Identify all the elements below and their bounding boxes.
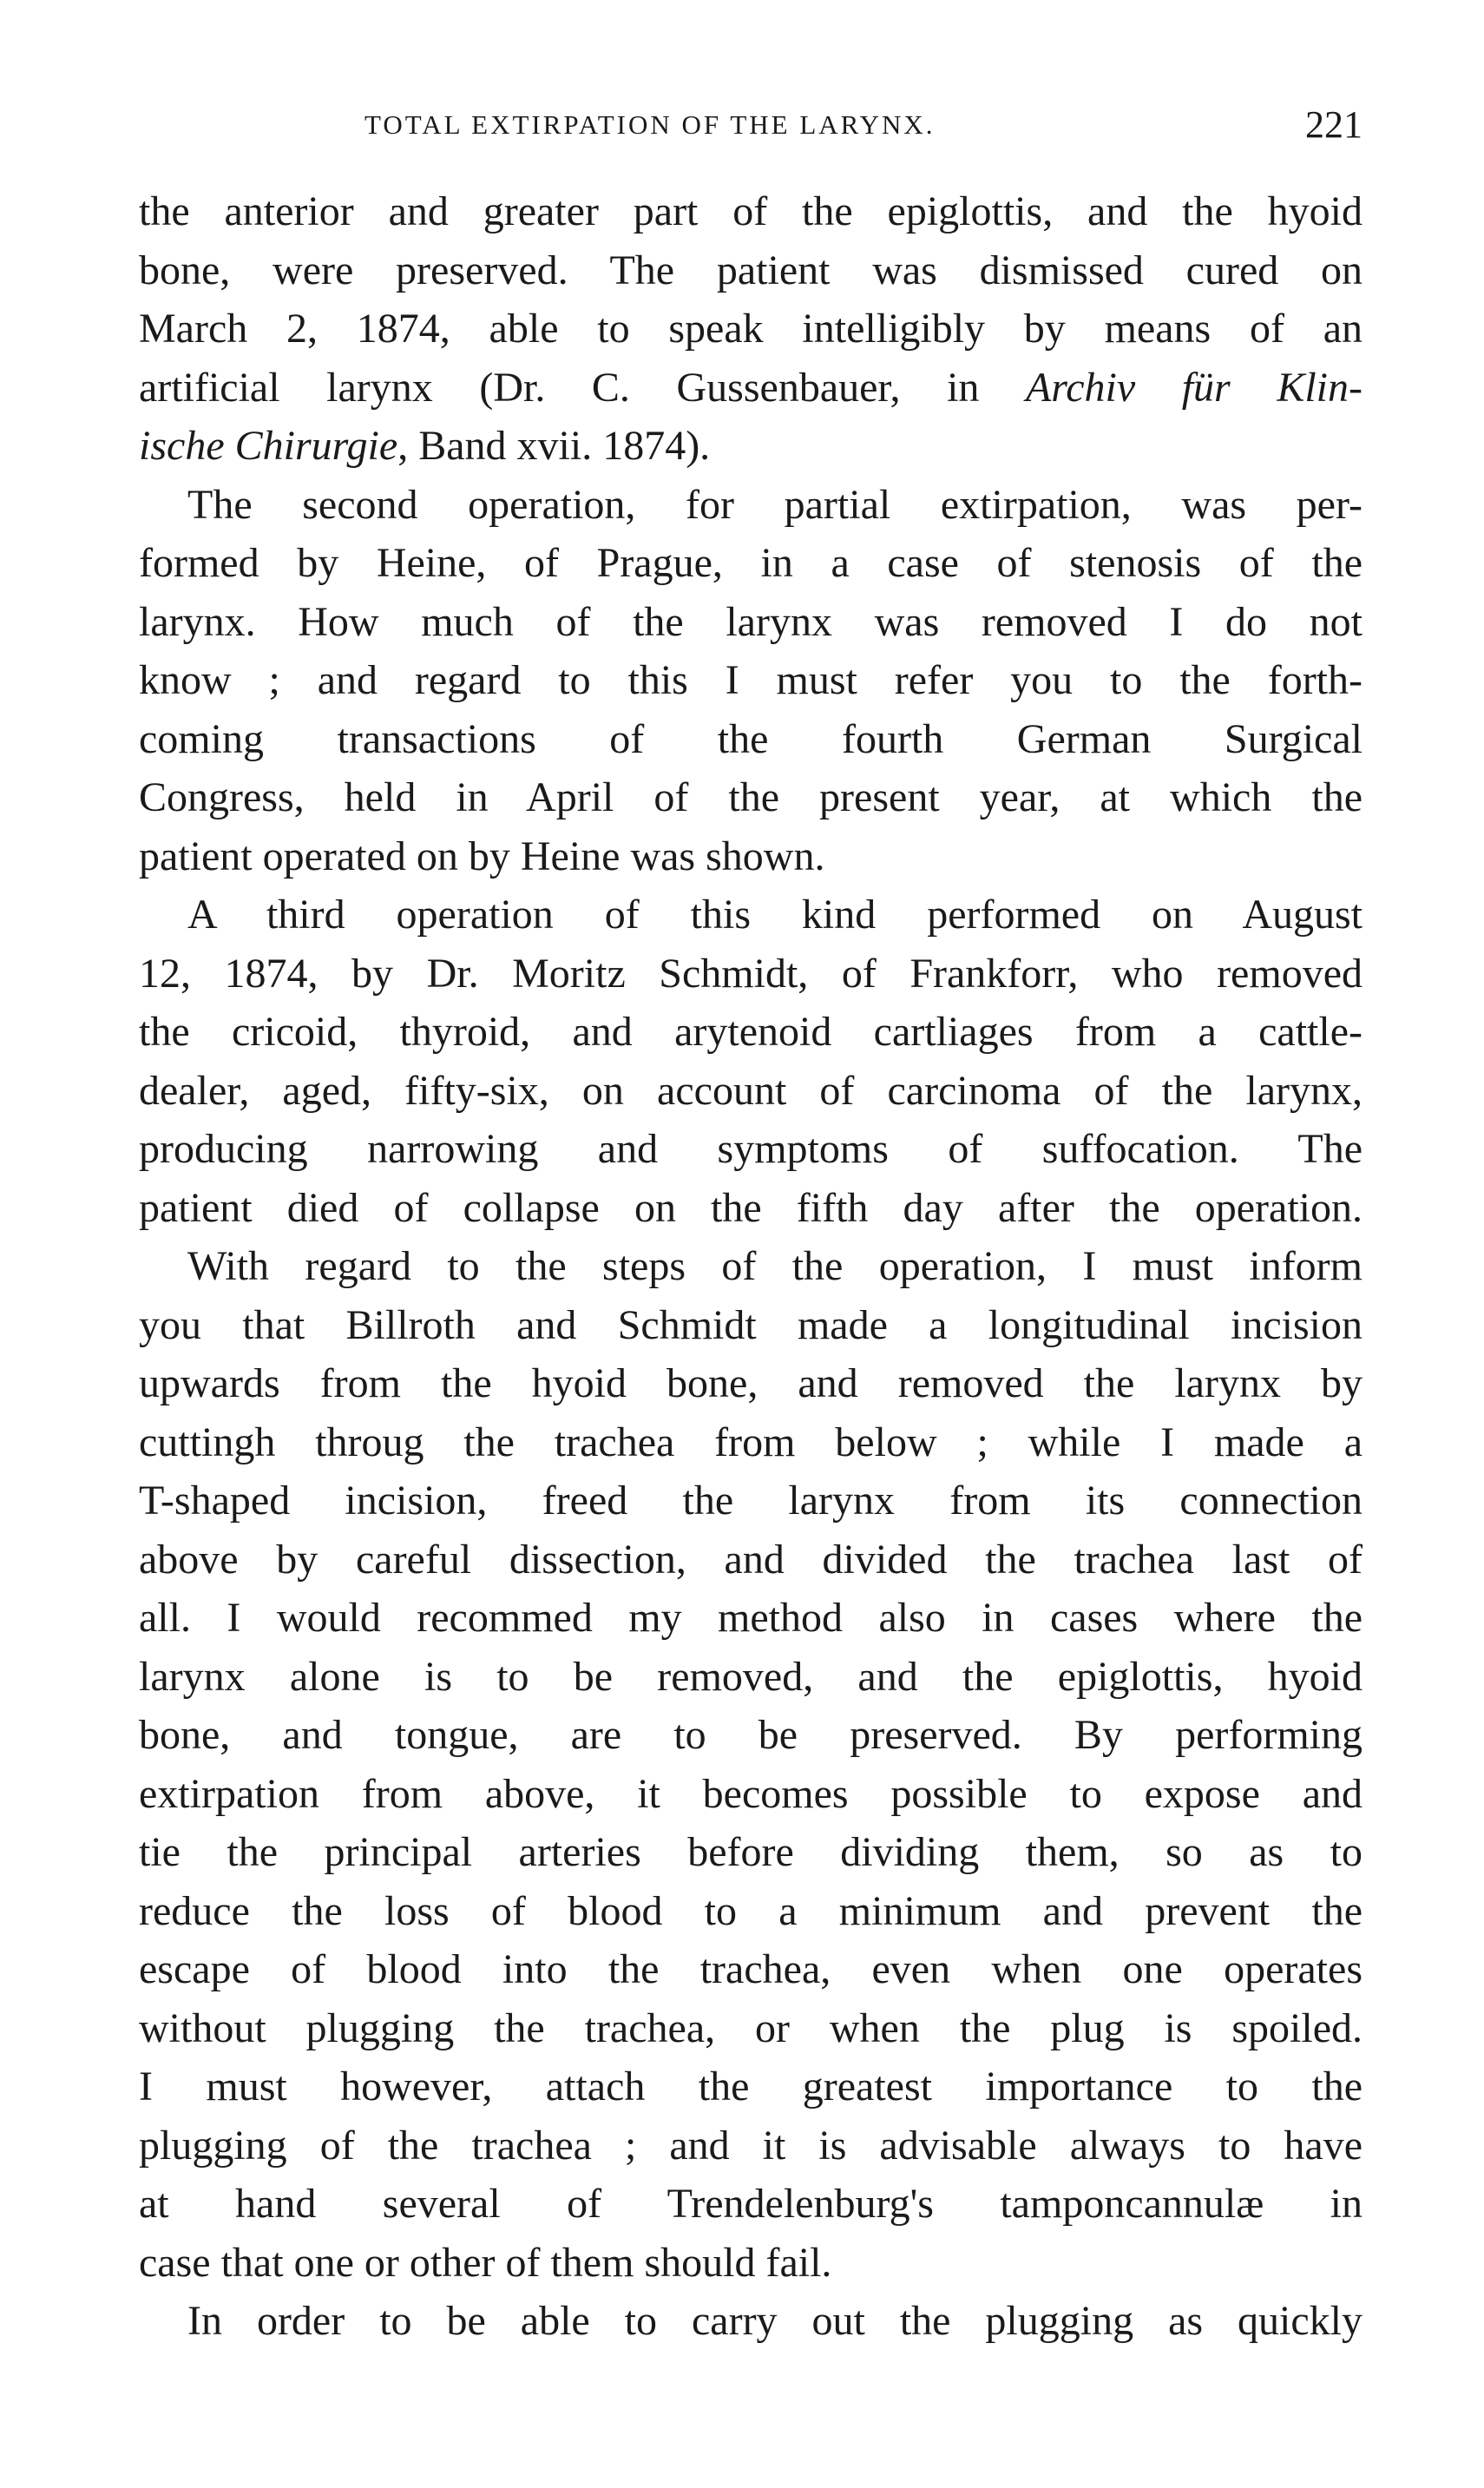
text-line: dealer, aged, fifty-six, on account of carcinoma of the larynx, (139, 1067, 1363, 1114)
text-line: at hand several of Trendelenburg's tamponcannulæ in (139, 2181, 1363, 2227)
text-line: Congress, held in April of the present year, at which the (139, 774, 1363, 820)
text-line: 12, 1874, by Dr. Moritz Schmidt, of Frankforr, who removed (139, 950, 1363, 997)
text-line: formed by Heine, of Prague, in a case of stenosis of the (139, 540, 1363, 586)
text-line: know ; and regard to this I must refer you to the forth- (139, 657, 1363, 703)
text-line: tie the principal arteries before dividing them, so as to (139, 1829, 1363, 1875)
text-line: artificial larynx (Dr. C. Gussenbauer, in Archiv für Klin- (139, 364, 1363, 411)
text-line: With regard to the steps of the operation, I must inform (187, 1243, 1363, 1289)
text-line: the cricoid, thyroid, and arytenoid cartliages from a cattle- (139, 1009, 1363, 1055)
text-line: bone, were preserved. The patient was dismissed cured on (139, 247, 1363, 293)
body-text (139, 182, 1363, 2351)
text-line: coming transactions of the fourth German Surgical (139, 715, 1363, 762)
text-line: A third operation of this kind performed on August (187, 892, 1363, 938)
text-line: all. I would recommed my method also in cases where the (139, 1595, 1363, 1641)
page-number: 221 (1305, 103, 1363, 146)
text-line: you that Billroth and Schmidt made a longitudinal incision (139, 1301, 1363, 1348)
text-line: upwards from the hyoid bone, and removed the larynx by (139, 1360, 1363, 1406)
text-line: reduce the loss of blood to a minimum and prevent the (139, 1887, 1363, 1934)
text-line: without plugging the trachea, or when the plug is spoiled. (139, 2004, 1363, 2051)
text-line: larynx alone is to be removed, and the epiglottis, hyoid (139, 1653, 1363, 1700)
text-line: producing narrowing and symptoms of suffocation. The (139, 1126, 1363, 1172)
text-line: extirpation from above, it becomes possible to expose and (139, 1770, 1363, 1817)
text-line: bone, and tongue, are to be preserved. By performing (139, 1712, 1363, 1758)
text-line: plugging of the trachea ; and it is advisable always to have (139, 2122, 1363, 2169)
text-line: T-shaped incision, freed the larynx from its connection (139, 1478, 1363, 1524)
text-line: cuttingh throug the trachea from below ; while I made a (139, 1418, 1363, 1465)
text-line: I must however, attach the greatest importance to the (139, 2063, 1363, 2110)
text-line: patient died of collapse on the fifth day after the operation. (139, 1184, 1363, 1231)
text-line: larynx. How much of the larynx was removed I do not (139, 598, 1363, 645)
text-line: the anterior and greater part of the epiglottis, and the hyoid (139, 188, 1363, 234)
text-line: The second operation, for partial extirpation, was per- (187, 481, 1363, 528)
text-line: In order to be able to carry out the plugging as quickly (187, 2298, 1363, 2344)
text-line: ische Chirurgie, Band xvii. 1874). (139, 423, 711, 469)
running-title: TOTAL EXTIRPATION OF THE LARYNX. (364, 109, 936, 140)
text-line: above by careful dissection, and divided the trachea last of (139, 1536, 1363, 1583)
text-line: case that one or other of them should fail. (139, 2239, 832, 2286)
running-head (139, 102, 1363, 155)
text-line: patient operated on by Heine was shown. (139, 833, 825, 879)
text-line: March 2, 1874, able to speak intelligibly by means of an (139, 306, 1363, 352)
text-line: escape of blood into the trachea, even when one operates (139, 1946, 1363, 1992)
